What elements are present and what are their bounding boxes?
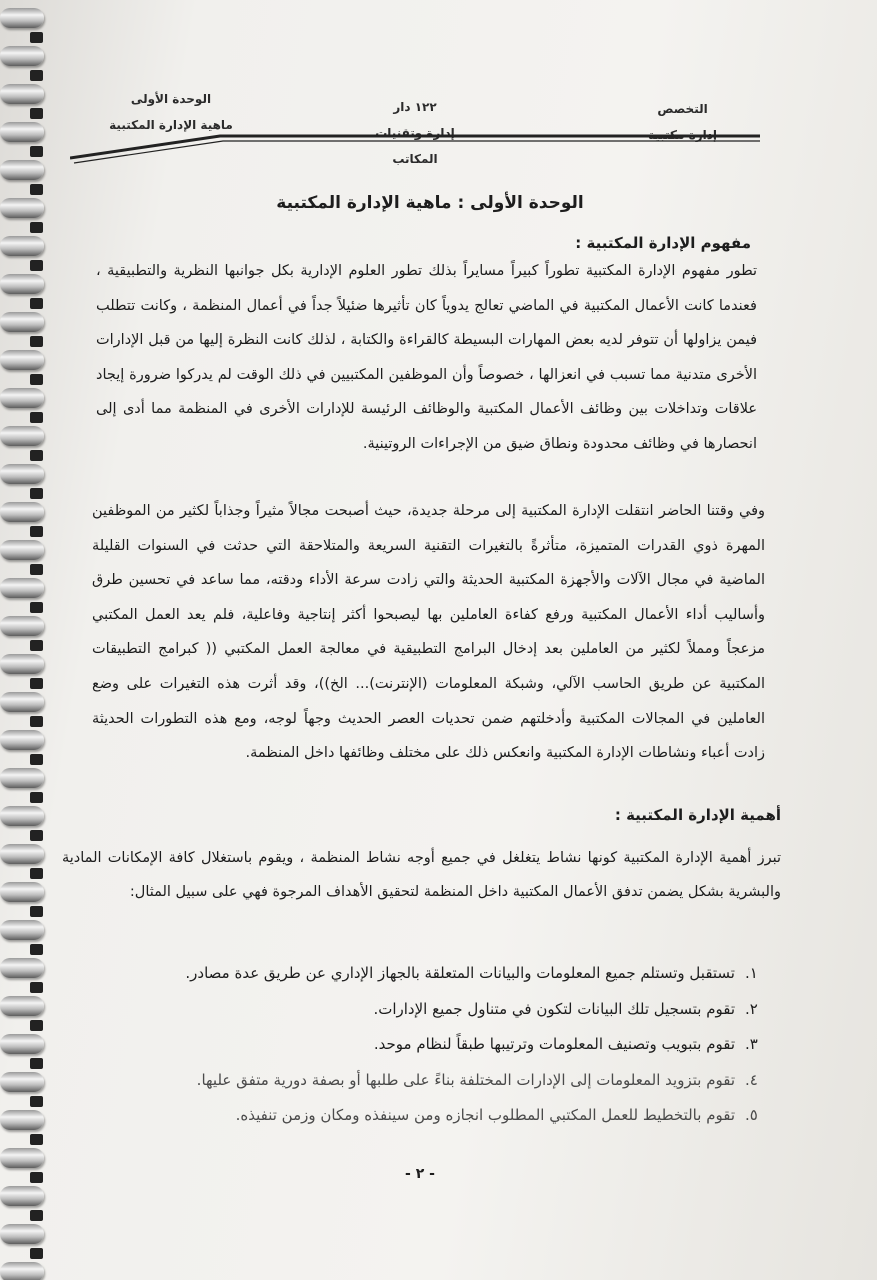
binding-hole: [30, 488, 43, 499]
binding-ring: [0, 1072, 44, 1092]
concept-paragraph-2: وفي وقتنا الحاضر انتقلت الإدارة المكتبية إلى مرحلة جديدة، حيث أصبحت مجالاً مثيراً وجذاباً لكثير من الموظفين المهرة ذوي القدرات المتميزة، متأثرةً بالتغيرات التقنية السريعة والمتلاحقة التي حدثت في السنوات القليلة الماضية في مجال الآلات والأجهزة المكتبية الحديثة والتي زادت سرعة الأداء ودقته، مما ساعد في تحسين طرق وأساليب أداء الأعمال المكتبية ورفع كفاءة العاملين بها ليصبحوا أكثر إنتاجية وفاعلية، فلم يعد العمل المكتبي مزعجاً ومملاً لكثير من العاملين بعد إدخال البرامج التطبيقية في معالجة العمل المكتبي (( كبرامج التطبيقات المكتبية عن طريق الحاسب الآلي، وشبكة المعلومات (الإنترنت)... الخ))، وقد أثرت هذه التغيرات على وضع العاملين في المجالات المكتبية وأدخلتهم ضمن تحديات العصر الحديث وجهاً لوجه، ومع هذه التطورات الحديثة زادت أعباء ونشاطات الإدارة المكتبية وانعكس ذلك على مختلف وظائفها داخل المنظمة.: [92, 503, 765, 762]
binding-hole: [30, 640, 43, 651]
binding-hole: [30, 1172, 43, 1183]
binding-ring: [0, 882, 44, 902]
binding-hole: [30, 412, 43, 423]
page-number: - ٢ -: [405, 1166, 435, 1182]
binding-hole: [30, 298, 43, 309]
section-heading-importance: أهمية الإدارة المكتبية :: [614, 806, 781, 824]
binding-hole: [30, 1058, 43, 1069]
binding-hole: [30, 184, 43, 195]
section-heading-concept: مفهوم الإدارة المكتبية :: [575, 234, 751, 252]
binding-ring: [0, 616, 44, 636]
binding-ring: [0, 160, 44, 180]
binding-ring: [0, 274, 44, 294]
concept-paragraph-1: تطور مفهوم الإدارة المكتبية تطوراً كبيراً مسايراً بذلك تطور العلوم الإدارية بكل جوانبها النظرية والتطبيقية ، فعندما كانت الأعمال المكتبية في الماضي تعالج يدوياً كان تأثيرها ضئيلاً جداً في أعمال المنظمة ، وكانت تتطلب فيمن يزاولها أن تتوفر لديه بعض المهارات البسيطة كالقراءة والكتابة ، لذلك كانت النظرة إليها من قبل الإدارات الأخرى متدنية مما تسبب في انعزالها ، خصوصاً وأن الموظفين المكتبيين في ذلك الوقت لم يدركوا ضرورة إيجاد علاقات وتداخلات بين وظائف الأعمال المكتبية والوظائف الرئيسة للإدارات الأخرى في المنظمة مما أدى إلى انحصارها في وظائف محدودة ونطاق ضيق من الإجراءات الروتينية.: [96, 263, 757, 452]
header-unit: [96, 86, 246, 138]
binding-ring: [0, 122, 44, 142]
list-item-number: ٥.: [745, 1106, 758, 1124]
binding-hole: [30, 1096, 43, 1107]
list-item: [92, 1027, 767, 1063]
list-item-text: تقوم بتبويب وتصنيف المعلومات وترتيبها طبقاً لنظام موحد.: [373, 1035, 735, 1053]
course-name: إدارة وتقنيات المكاتب: [375, 126, 455, 166]
list-item-text: تستقبل وتستلم جميع المعلومات والبيانات المتعلقة بالجهاز الإداري عن طريق عدة مصادر.: [185, 964, 735, 982]
binding-hole: [30, 70, 43, 81]
binding-hole: [30, 754, 43, 765]
binding-ring: [0, 1110, 44, 1130]
binding-hole: [30, 260, 43, 271]
list-item: [92, 1098, 767, 1134]
list-item: [92, 1063, 767, 1099]
binding-ring: [0, 1034, 44, 1054]
list-item: [92, 992, 767, 1028]
binding-ring: [0, 464, 44, 484]
specialty-value: إدارة مكتبية: [648, 128, 717, 142]
binding-ring: [0, 1262, 44, 1280]
binding-hole: [30, 564, 43, 575]
unit-name: ماهية الإدارة المكتبية: [109, 118, 233, 132]
list-item-number: ٣.: [745, 1035, 758, 1053]
list-item-number: ٤.: [745, 1070, 758, 1089]
binding-hole: [30, 830, 43, 841]
binding-hole: [30, 1134, 43, 1145]
binding-ring: [0, 1186, 44, 1206]
binding-ring: [0, 578, 44, 598]
binding-ring: [0, 84, 44, 104]
binding-hole: [30, 526, 43, 537]
binding-hole: [30, 982, 43, 993]
importance-paragraph: تبرز أهمية الإدارة المكتبية كونها نشاط يتغلغل في جميع أوجه نشاط المنظمة ، ويقوم باستغلال كافة الإمكانات المادية والبشرية بشكل يضمن تدفق الأعمال المكتبية داخل المنظمة لتحقيق الأهداف المرجوة فهي على سبيل المثال:: [62, 850, 781, 900]
binding-ring: [0, 1224, 44, 1244]
binding-hole: [30, 944, 43, 955]
binding-ring: [0, 654, 44, 674]
binding-hole: [30, 868, 43, 879]
list-item-text: تقوم بالتخطيط للعمل المكتبي المطلوب انجازه ومن سينفذه ومكان وزمن تنفيذه.: [235, 1106, 735, 1124]
list-item-number: ١.: [745, 964, 758, 982]
binding-hole: [30, 336, 43, 347]
importance-list: [92, 956, 767, 1134]
binding-hole: [30, 222, 43, 233]
list-item: [92, 956, 767, 992]
binding-ring: [0, 540, 44, 560]
course-code: ١٢٢ دار: [393, 100, 437, 114]
list-item-text: تقوم بتسجيل تلك البيانات لتكون في متناول جميع الإدارات.: [373, 999, 735, 1018]
list-item-number: ٢.: [745, 999, 758, 1018]
binding-ring: [0, 958, 44, 978]
header-divider: [70, 132, 760, 172]
binding-ring: [0, 768, 44, 788]
binding-ring: [0, 502, 44, 522]
binding-hole: [30, 450, 43, 461]
binding-ring: [0, 692, 44, 712]
binding-hole: [30, 32, 43, 43]
binding-hole: [30, 792, 43, 803]
binding-hole: [30, 602, 43, 613]
binding-ring: [0, 730, 44, 750]
binding-hole: [30, 374, 43, 385]
unit-label: الوحدة الأولى: [130, 92, 212, 106]
binding-hole: [30, 1248, 43, 1259]
binding-ring: [0, 806, 44, 826]
unit-title: الوحدة الأولى : ماهية الإدارة المكتبية: [276, 193, 584, 213]
binding-hole: [30, 678, 43, 689]
binding-ring: [0, 46, 44, 66]
binding-ring: [0, 8, 44, 28]
binding-ring: [0, 844, 44, 864]
binding-ring: [0, 996, 44, 1016]
binding-ring: [0, 312, 44, 332]
list-item-text: تقوم بتزويد المعلومات إلى الإدارات المختلفة بناءً على طلبها أو بصفة دورية متفق عليها.: [196, 1070, 735, 1089]
binding-ring: [0, 388, 44, 408]
binding-hole: [30, 146, 43, 157]
binding-ring: [0, 920, 44, 940]
binding-hole: [30, 1020, 43, 1031]
binding-ring: [0, 236, 44, 256]
binding-ring: [0, 1148, 44, 1168]
binding-ring: [0, 426, 44, 446]
binding-ring: [0, 350, 44, 370]
specialty-label: التخصص: [657, 102, 708, 116]
binding-hole: [30, 1210, 43, 1221]
binding-ring: [0, 198, 44, 218]
binding-hole: [30, 906, 43, 917]
binding-hole: [30, 108, 43, 119]
spiral-binding: [0, 0, 48, 1280]
binding-hole: [30, 716, 43, 727]
